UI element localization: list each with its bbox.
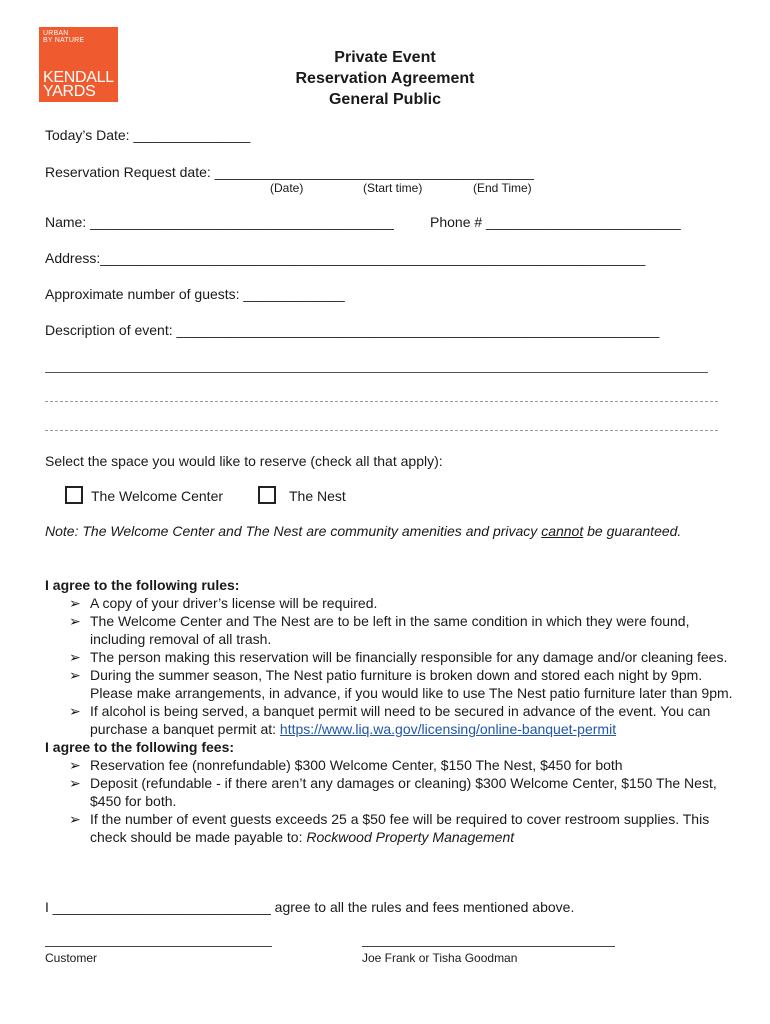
banquet-permit-link[interactable]: https://www.liq.wa.gov/licensing/online-banquet-permit <box>279 721 617 737</box>
arrow-bullet-icon: ➢ <box>69 757 81 773</box>
welcome-center-checkbox[interactable] <box>65 486 83 504</box>
start-time-sublabel: (Start time) <box>363 181 423 195</box>
nest-label: The Nest <box>289 488 346 504</box>
rule-text: The Welcome Center and The Nest are to be left in the same condition in which they were found, including removal of all trash. <box>90 613 690 647</box>
arrow-bullet-icon: ➢ <box>69 775 81 791</box>
rule-item <box>45 612 735 648</box>
name-field[interactable]: Name: _______________________________________ <box>45 214 394 230</box>
arrow-bullet-icon: ➢ <box>69 703 81 719</box>
todays-date-field[interactable]: Today’s Date: _______________ <box>45 127 251 143</box>
rule-text: If alcohol is being served, a banquet permit will need to be secured in advance of the event. <box>90 703 657 719</box>
date-sublabel: (Date) <box>270 181 304 195</box>
fee-item <box>45 774 735 810</box>
rules-heading: I agree to the following rules: <box>45 577 240 593</box>
arrow-bullet-icon: ➢ <box>69 595 81 611</box>
logo-name-line2: YARDS <box>43 83 96 100</box>
reservation-request-field[interactable]: Reservation Request date: _________________________________________ <box>45 164 534 180</box>
rules-and-fees <box>45 576 735 846</box>
description-line-4[interactable] <box>45 430 718 431</box>
privacy-note <box>45 522 685 541</box>
customer-signature-line[interactable] <box>45 946 272 947</box>
fee-text: If the number of event guests exceeds 25 a $50 fee will be required to cover restroom supplies. This check should be made payable to: <box>90 811 710 845</box>
rule-item <box>45 666 735 702</box>
fee-item <box>45 810 735 846</box>
arrow-bullet-icon: ➢ <box>69 667 81 683</box>
fee-text: Deposit (refundable - if there aren’t any damages or cleaning) $300 Welcome Center, $150 The Nest, $450 for both. <box>90 775 717 809</box>
logo-tag-line2: BY NATURE <box>43 37 85 44</box>
rule-text: During the summer season, The Nest patio furniture is broken down and stored each night by 9pm. Please make arrangements, in advance, if you would like to use The Nest patio furniture later than 9pm. <box>90 667 733 701</box>
staff-label: Joe Frank or Tisha Goodman <box>362 951 518 965</box>
logo-tagline <box>43 30 84 44</box>
phone-field[interactable]: Phone # _________________________ <box>430 214 681 230</box>
arrow-bullet-icon: ➢ <box>69 613 81 629</box>
logo-tag-line1: URBAN <box>43 30 69 37</box>
end-time-sublabel: (End Time) <box>473 181 532 195</box>
description-line-2[interactable] <box>45 372 708 373</box>
permit-text: You can purchase a banquet permit at: <box>90 703 711 737</box>
title-line1: Private Event <box>334 49 436 66</box>
welcome-center-label: The Welcome Center <box>91 488 224 504</box>
logo-name-line1: KENDALL <box>43 69 114 86</box>
note-prefix: Note: The Welcome Center and The Nest are community amenities and privacy <box>45 523 542 539</box>
note-suffix: be guaranteed. <box>583 523 682 539</box>
description-field[interactable]: Description of event: ______________________________________________________________ <box>45 322 660 338</box>
fee-text: Reservation fee (nonrefundable) $300 Welcome Center, $150 The Nest, $450 for both <box>90 757 623 773</box>
title-line3: General Public <box>328 91 442 108</box>
payee-name: Rockwood Property Management <box>306 829 515 845</box>
agreement-field[interactable]: I ____________________________ agree to all the rules and fees mentioned above. <box>45 899 575 915</box>
rule-item <box>45 702 735 738</box>
address-field[interactable]: Address:______________________________________________________________________ <box>45 250 646 266</box>
staff-signature-line[interactable] <box>362 946 615 947</box>
space-prompt: Select the space you would like to reserve (check all that apply): <box>45 453 443 469</box>
fees-heading: I agree to the following fees: <box>45 739 235 755</box>
description-line-3[interactable] <box>45 401 718 402</box>
nest-checkbox[interactable] <box>258 486 276 504</box>
rule-item <box>45 648 735 666</box>
arrow-bullet-icon: ➢ <box>69 649 81 665</box>
title-line2: Reservation Agreement <box>295 70 475 87</box>
fee-item <box>45 756 735 774</box>
customer-label: Customer <box>45 951 98 965</box>
rule-text: A copy of your driver’s license will be required. <box>90 595 378 611</box>
guests-field[interactable]: Approximate number of guests: _____________ <box>45 286 345 302</box>
rule-text: The person making this reservation will be financially responsible for any damage and/or cleaning fees. <box>90 649 728 665</box>
arrow-bullet-icon: ➢ <box>69 811 81 827</box>
note-emphasis: cannot <box>541 523 584 539</box>
rule-item <box>45 594 735 612</box>
